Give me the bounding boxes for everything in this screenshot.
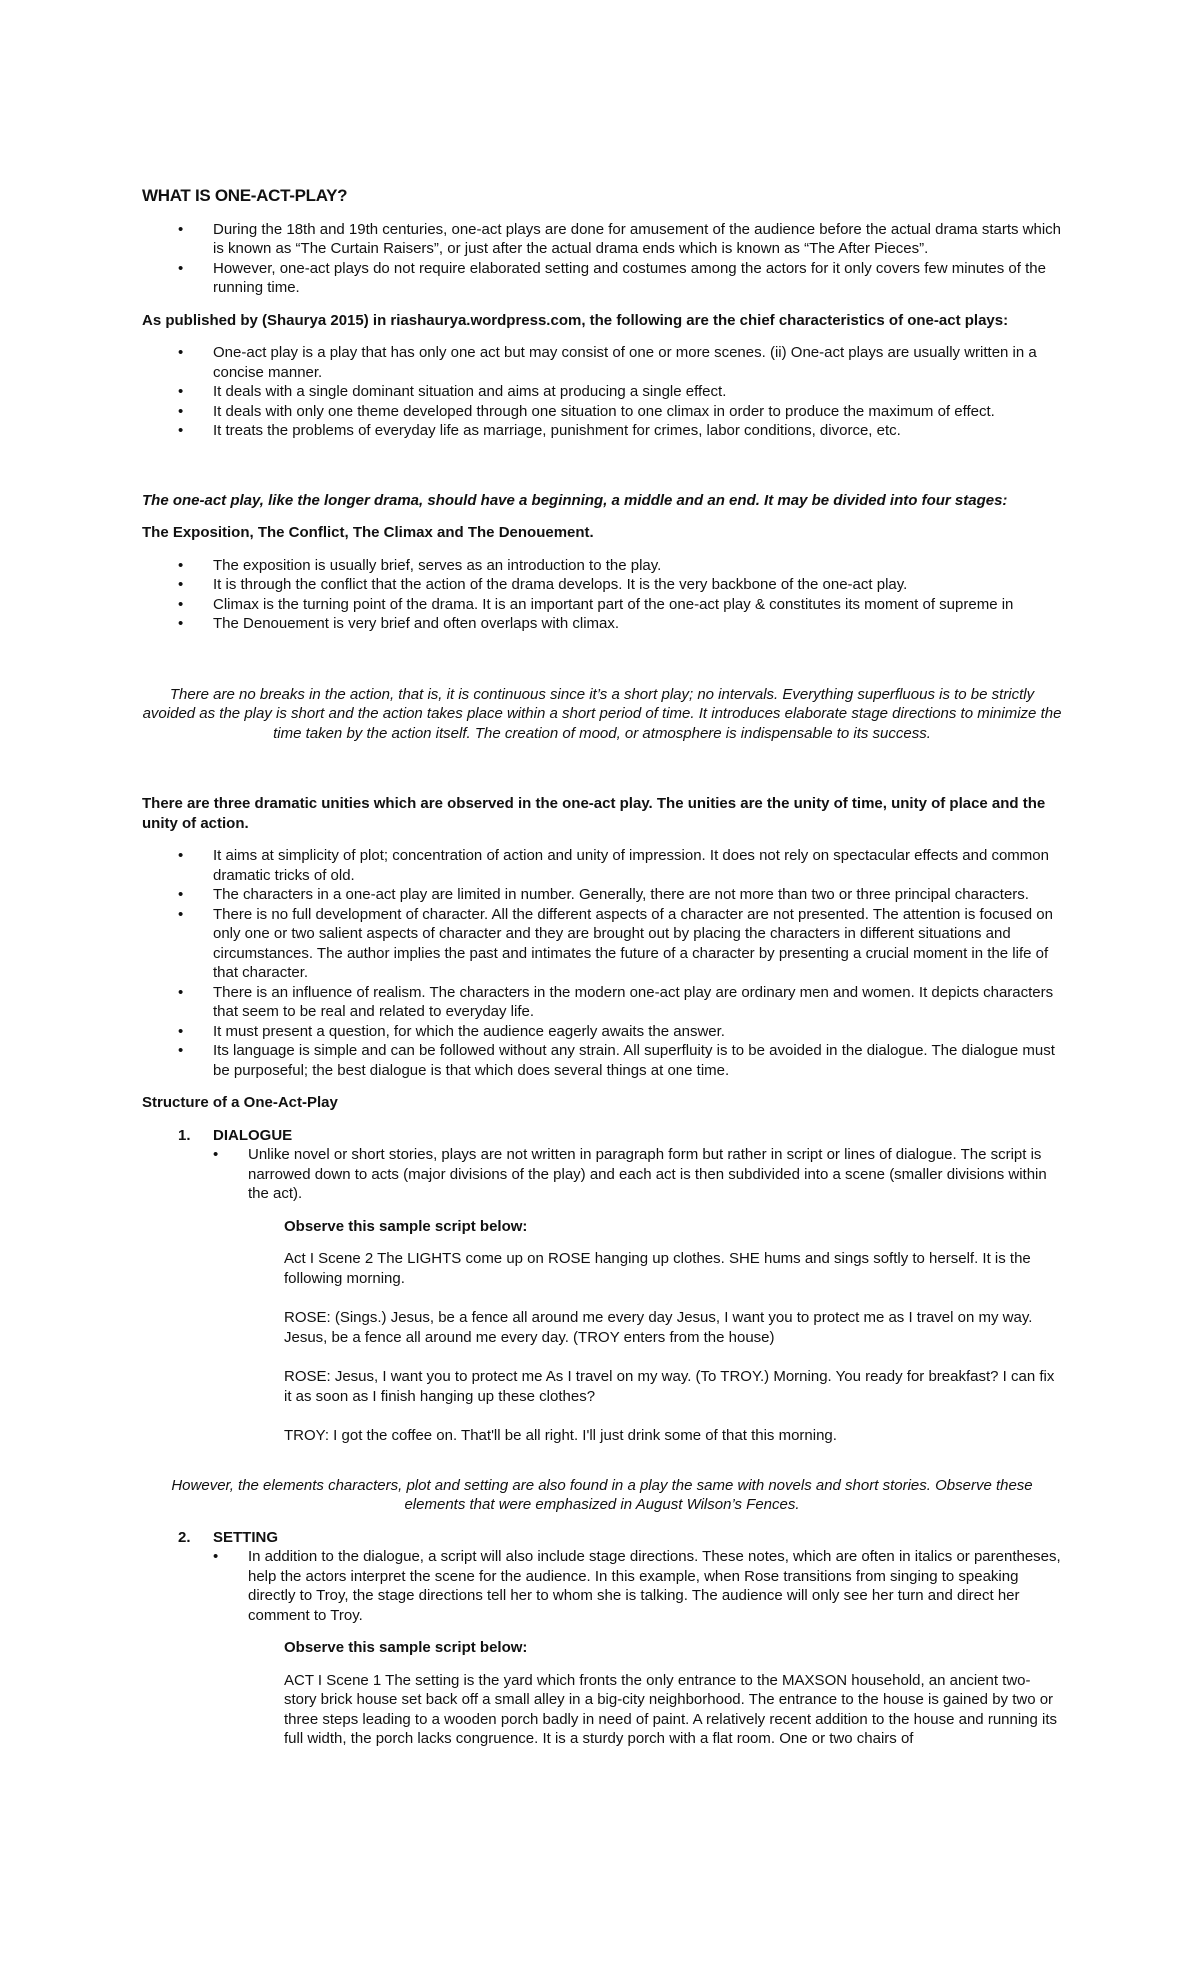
dialogue-list	[142, 1145, 1062, 1204]
list-item: • It is through the conflict that the action of the drama develops. It is the very backbone of the one-act play.	[142, 575, 1062, 595]
setting-sample-script	[142, 1638, 1062, 1749]
list-item: • It treats the problems of everyday life as marriage, punishment for crimes, labor conditions, divorce, etc.	[142, 421, 1062, 441]
document-content	[142, 186, 1062, 1749]
list-item: • Its language is simple and can be followed without any strain. All superfluity is to be avoided in the dialogue. The dialogue must be purposeful; the best dialogue is that which does several things at one time.	[142, 1041, 1062, 1080]
characteristics-list	[142, 343, 1062, 441]
intro-list	[142, 220, 1062, 298]
section-title: SETTING	[213, 1528, 279, 1546]
list-item: • However, one-act plays do not require elaborated setting and costumes among the actors for it only covers few minutes of the running time.	[142, 259, 1062, 298]
list-item: • The exposition is usually brief, serves as an introduction to the play.	[142, 556, 1062, 576]
script-line: ROSE: (Sings.) Jesus, be a fence all around me every day Jesus, I want you to protect me as I travel on my way. Jesus, be a fence all around me every day. (TROY enters from the house)	[284, 1309, 1033, 1346]
list-item: • Unlike novel or short stories, plays are not written in paragraph form but rather in script or lines of dialogue. The script is narrowed down to acts (major divisions of the play) and each act is then subdivided into a scene (smaller divisions within the act).	[213, 1145, 1062, 1204]
script-line: TROY: I got the coffee on. That'll be all right. I'll just drink some of that this morning.	[284, 1427, 837, 1444]
section-number: 2.	[178, 1528, 191, 1546]
section-heading-setting	[142, 1528, 1062, 1548]
list-item: • In addition to the dialogue, a script will also include stage directions. These notes, which are often in italics or parentheses, help the actors interpret the scene for the audience. In this example, when Rose transitions from singing to speaking directly to Troy, the stage directions tell her to whom she is talking. The audience will only see her turn and direct her comment to Troy.	[213, 1547, 1062, 1625]
stages-intro: The one-act play, like the longer drama, should have a beginning, a middle and an end. It may be divided into four stages:	[142, 491, 1008, 509]
list-item: • It deals with only one theme developed through one situation to one climax in order to produce the maximum of effect.	[142, 402, 1062, 422]
observe-label: Observe this sample script below:	[284, 1217, 528, 1235]
published-heading: As published by (Shaurya 2015) in riashaurya.wordpress.com, the following are the chief characteristics of one-act plays:	[142, 311, 1009, 329]
observe-label: Observe this sample script below:	[284, 1639, 528, 1656]
list-item: • There is no full development of character. All the different aspects of a character are not presented. The attention is focused on only one or two salient aspects of character and they are brought out by placing the characters in different situations and circumstances. The author implies the past and intimates the future of a character by presenting a crucial moment in the life of that character.	[142, 905, 1062, 983]
dialogue-sample-script	[142, 1217, 1062, 1446]
no-breaks-paragraph: There are no breaks in the action, that is, it is continuous since it’s a short play; no intervals. Everything superfluous is to be strictly avoided as the play is short and the action takes place within a short period of time. It introduces elaborate stage directions to minimize the time taken by the action itself. The creation of mood, or atmosphere is indispensable to its success.	[142, 685, 1062, 742]
stages-list	[142, 556, 1062, 634]
list-item: • It must present a question, for which the audience eagerly awaits the answer.	[142, 1022, 1062, 1042]
list-item: • One-act play is a play that has only one act but may consist of one or more scenes. (ii) One-act plays are usually written in a concise manner.	[142, 343, 1062, 382]
page-title: WHAT IS ONE-ACT-PLAY?	[142, 186, 348, 205]
stages-heading: The Exposition, The Conflict, The Climax and The Denouement.	[142, 524, 594, 541]
setting-list	[142, 1547, 1062, 1625]
script-line: ROSE: Jesus, I want you to protect me As I travel on my way. (To TROY.) Morning. You ready for breakfast? I can fix it as soon as I finish hanging up these clothes?	[284, 1368, 1055, 1405]
list-item: • The Denouement is very brief and often overlaps with climax.	[142, 614, 1062, 634]
list-item: • The characters in a one-act play are limited in number. Generally, there are not more than two or three principal characters.	[142, 885, 1062, 905]
section-heading-dialogue	[142, 1126, 1062, 1146]
list-item: • It aims at simplicity of plot; concentration of action and unity of impression. It does not rely on spectacular effects and common dramatic tricks of old.	[142, 846, 1062, 885]
list-item: • Climax is the turning point of the drama. It is an important part of the one-act play & constitutes its moment of supreme in	[142, 595, 1062, 615]
unities-heading: There are three dramatic unities which are observed in the one-act play. The unities are the unity of time, unity of place and the unity of action.	[142, 795, 1046, 832]
list-item: • It deals with a single dominant situation and aims at producing a single effect.	[142, 382, 1062, 402]
unities-list	[142, 846, 1062, 1080]
elements-paragraph: However, the elements characters, plot and setting are also found in a play the same with novels and short stories. Observe these elements that were emphasized in August Wilson’s Fences.	[171, 1476, 1033, 1513]
structure-heading: Structure of a One-Act-Play	[142, 1094, 338, 1111]
section-number: 1.	[178, 1126, 191, 1144]
script-line: Act I Scene 2 The LIGHTS come up on ROSE hanging up clothes. SHE hums and sings softly to herself. It is the following morning.	[284, 1250, 1031, 1287]
script-line: ACT I Scene 1 The setting is the yard which fronts the only entrance to the MAXSON household, an ancient two-story brick house set back off a small alley in a big-city neighborhood. The entrance to the house is gained by two or three steps leading to a wooden porch badly in need of paint. A relatively recent addition to the house and running its full width, the porch lacks congruence. It is a sturdy porch with a flat room. One or two chairs of	[284, 1671, 1058, 1747]
list-item: • During the 18th and 19th centuries, one-act plays are done for amusement of the audience before the actual drama starts which is known as “The Curtain Raisers”, or just after the actual drama ends which is known as “The After Pieces”.	[142, 220, 1062, 259]
list-item: • There is an influence of realism. The characters in the modern one-act play are ordinary men and women. It depicts characters that seem to be real and related to everyday life.	[142, 983, 1062, 1022]
section-title: DIALOGUE	[213, 1126, 293, 1144]
